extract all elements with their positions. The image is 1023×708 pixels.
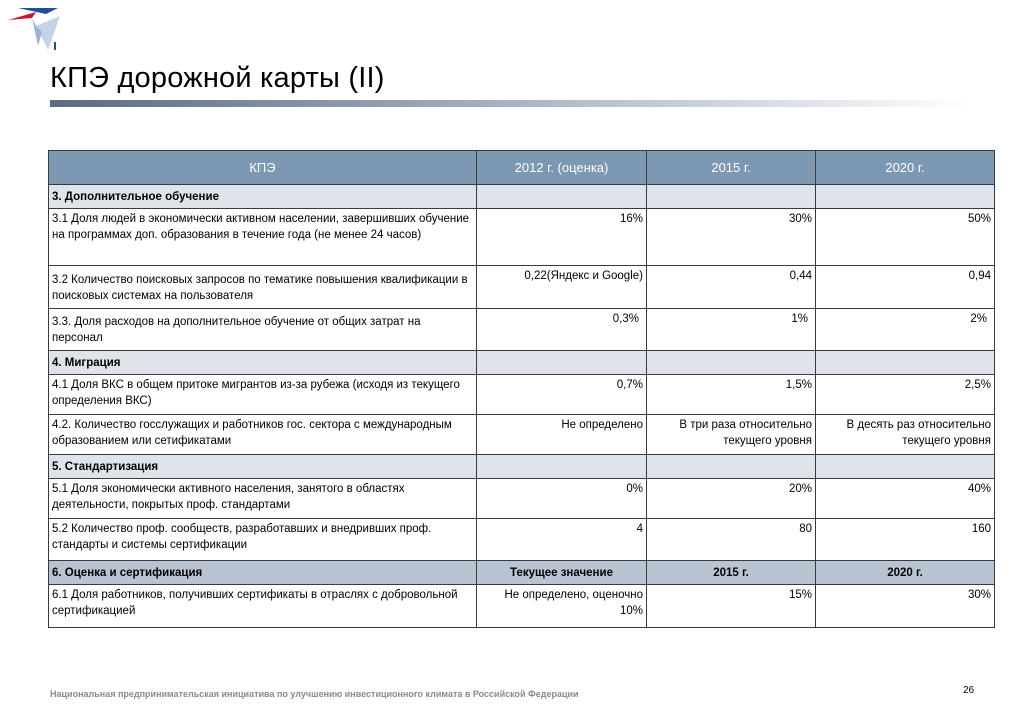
table-header-row: [49, 151, 995, 185]
kpi-name: 4.2. Количество госслужащих и работников гос. сектора с международным образованием или сетификатами: [49, 415, 477, 455]
kpi-name: 6.1 Доля работников, получивших сертификаты в отраслях с добровольной сертификацией: [49, 585, 477, 628]
value-2015: 15%: [647, 585, 816, 628]
value-2020: 50%: [816, 209, 995, 266]
kpi-table: [48, 150, 995, 628]
header-2012: 2012 г. (оценка): [477, 151, 647, 185]
value-2015: 0,44: [647, 266, 816, 309]
page-title: КПЭ дорожной карты (II): [50, 62, 385, 94]
value-2020: В десять раз относительно текущего уровня: [816, 415, 995, 455]
value-2020: 160: [816, 519, 995, 561]
table-row: [49, 585, 995, 628]
subheader-2015: 2015 г.: [647, 561, 816, 585]
value-2020: 30%: [816, 585, 995, 628]
footer-text: Национальная предпринимательская инициатива по улучшению инвестиционного климата в Российской Федерации: [50, 689, 579, 699]
value-current: Не определено, оценочно 10%: [477, 585, 647, 628]
value-2012: 0,7%: [477, 375, 647, 415]
value-2015: 1,5%: [647, 375, 816, 415]
subheader-2020: 2020 г.: [816, 561, 995, 585]
kpi-name: 3.1 Доля людей в экономически активном населении, завершивших обучение на программах доп. образования в течение года (не менее 24 часов): [49, 209, 477, 266]
value-2015: В три раза относительно текущего уровня: [647, 415, 816, 455]
section-row: [49, 185, 995, 209]
section-row: [49, 351, 995, 375]
value-2015: 1%: [647, 309, 816, 351]
table-row: [49, 519, 995, 561]
kpi-name: 3.3. Доля расходов на дополнительное обучение от общих затрат на персонал: [49, 309, 477, 351]
value-2015: 80: [647, 519, 816, 561]
page-number: 26: [963, 685, 975, 696]
value-2012: 4: [477, 519, 647, 561]
section-row: [49, 561, 995, 585]
table-row: [49, 415, 995, 455]
value-2015: 30%: [647, 209, 816, 266]
value-2012: 0,3%: [477, 309, 647, 351]
section-row: [49, 455, 995, 479]
value-2020: 2%: [816, 309, 995, 351]
table-row: [49, 309, 995, 351]
table-row: [49, 375, 995, 415]
table-row: [49, 479, 995, 519]
title-divider: [50, 100, 970, 107]
section-label: 4. Миграция: [49, 351, 477, 375]
table-row: [49, 209, 995, 266]
section-label: 6. Оценка и сертификация: [49, 561, 477, 585]
value-2012: 0%: [477, 479, 647, 519]
kpi-name: 3.2 Количество поисковых запросов по тематике повышения квалификации в поисковых системах на пользователя: [49, 266, 477, 309]
table-row: [49, 266, 995, 309]
kpi-name: 5.2 Количество проф. сообществ, разработавших и внедривших проф. стандарты и системы сертификации: [49, 519, 477, 561]
subheader-current: Текущее значение: [477, 561, 647, 585]
value-2020: 40%: [816, 479, 995, 519]
kpi-name: 4.1 Доля ВКС в общем притоке мигрантов из-за рубежа (исходя из текущего определения ВКС): [49, 375, 477, 415]
header-2020: 2020 г.: [816, 151, 995, 185]
value-2020: 2,5%: [816, 375, 995, 415]
section-label: 3. Дополнительное обучение: [49, 185, 477, 209]
value-2012: 0,22(Яндекс и Google): [477, 266, 647, 309]
kpi-name: 5.1 Доля экономически активного населения, занятого в областях деятельности, покрытых проф. стандартами: [49, 479, 477, 519]
value-2012: Не определено: [477, 415, 647, 455]
header-kpi: КПЭ: [49, 151, 477, 185]
header-2015: 2015 г.: [647, 151, 816, 185]
section-label: 5. Стандартизация: [49, 455, 477, 479]
value-2012: 16%: [477, 209, 647, 266]
logo-icon: [6, 6, 60, 52]
value-2015: 20%: [647, 479, 816, 519]
value-2020: 0,94: [816, 266, 995, 309]
